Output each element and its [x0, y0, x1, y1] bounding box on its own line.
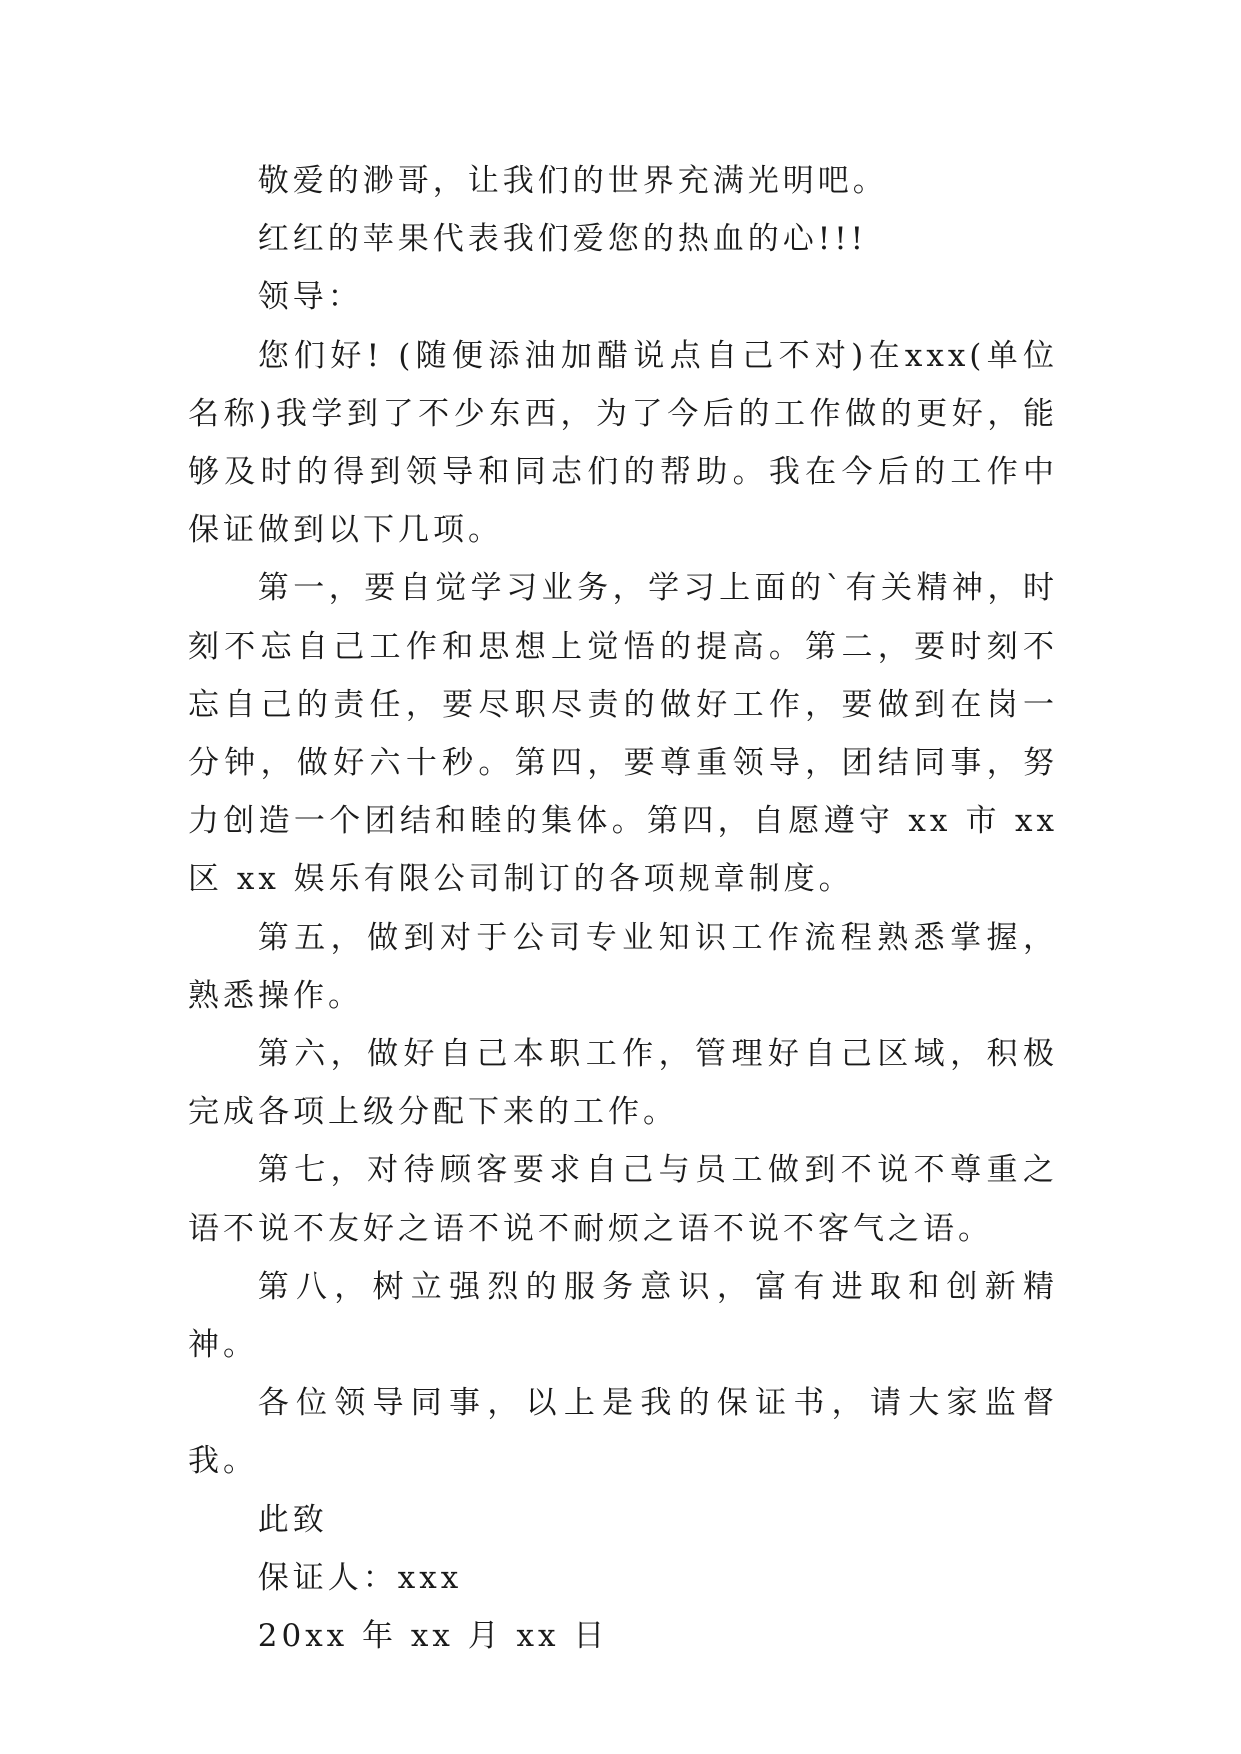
paragraph-guarantor: 保证人：xxx — [257, 1559, 463, 1596]
paragraph-salutation: 领导： — [257, 279, 363, 316]
paragraph-item-8: 第八，树立强烈的服务意识，富有进取和创新精神。 — [188, 1268, 1058, 1364]
document-body — [188, 152, 1058, 1665]
paragraph-greeting-line: 敬爱的渺哥，让我们的世界充满光明吧。 — [257, 163, 888, 199]
paragraph-closing-request: 各位领导同事，以上是我的保证书，请大家监督我。 — [188, 1385, 1058, 1480]
paragraph-items-1-4: 第一，要自觉学习业务，学习上面的`有关精神，时刻不忘自己工作和思想上觉悟的提高。第二，要时刻不忘自己的责任，要尽职尽责的做好工作，要做到在岗一分钟，做好六十秒。第四，要尊重领导，团结同事，努力创造一个团结和睦的集体。第四，自愿遵守 xx 市 xx 区 xx 娱乐有限公司制订的各项规章制度。 — [188, 570, 1058, 898]
paragraph-sign-off: 此致 — [257, 1501, 328, 1538]
paragraph-date: 20xx 年 xx 月 xx 日 — [257, 1618, 609, 1655]
paragraph-item-7: 第七，对待顾客要求自己与员工做到不说不尊重之语不说不友好之语不说不耐烦之语不说不客气之语。 — [188, 1152, 1058, 1247]
paragraph-apple-line: 红红的苹果代表我们爱您的热血的心!!! — [257, 221, 868, 258]
paragraph-item-6: 第六，做好自己本职工作，管理好自己区域，积极完成各项上级分配下来的工作。 — [188, 1036, 1058, 1131]
paragraph-intro: 您们好! (随便添油加醋说点自己不对)在xxx(单位名称)我学到了不少东西，为了今后的工作做的更好，能够及时的得到领导和同志们的帮助。我在今后的工作中保证做到以下几项。 — [188, 337, 1058, 549]
paragraph-item-5: 第五，做到对于公司专业知识工作流程熟悉掌握，熟悉操作。 — [188, 919, 1058, 1014]
